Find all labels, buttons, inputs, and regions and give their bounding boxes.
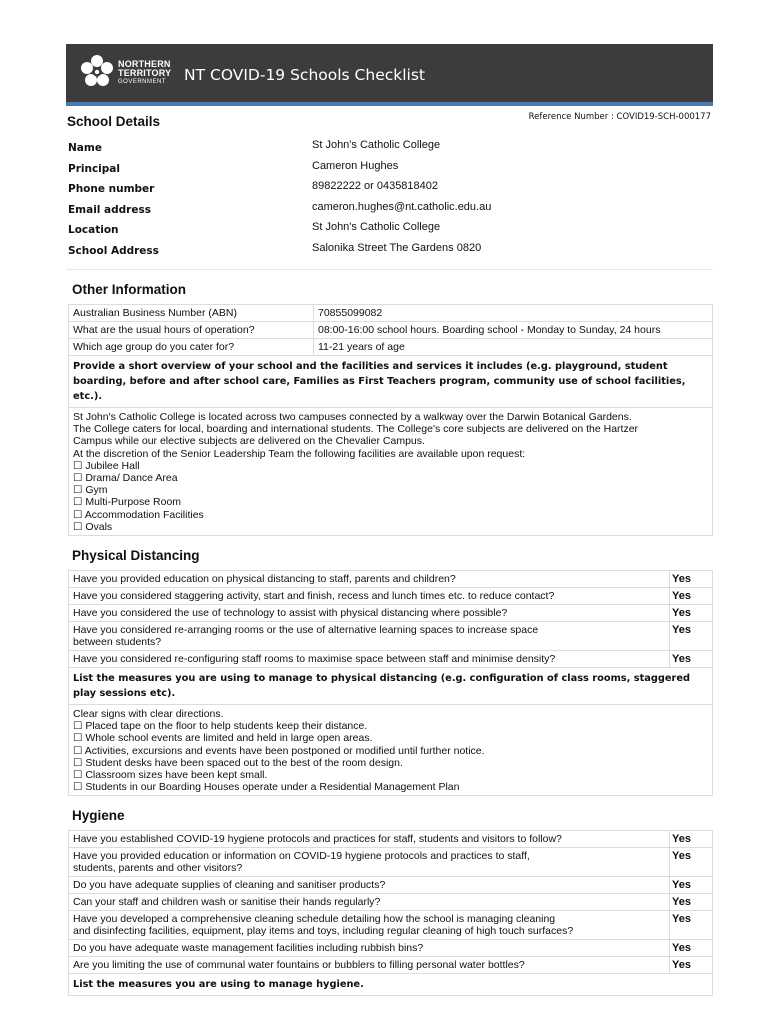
- overview-line: The College caters for local, boarding and international students. The College's core subjects are delivered on the Hartzer: [73, 423, 639, 436]
- answer-yes: Yes: [672, 590, 691, 603]
- distancing-measures-text: [69, 705, 712, 795]
- answer-yes: Yes: [672, 653, 691, 666]
- detail-row: [66, 241, 713, 262]
- question-text: Have you established COVID-19 hygiene protocols and practices for staff, students and visitors to follow?: [69, 831, 670, 847]
- question-text: Have you provided education on physical distancing to staff, parents and children?: [69, 571, 670, 587]
- overview-line: ☐ Accommodation Facilities: [73, 508, 204, 521]
- detail-value: Salonika Street The Gardens 0820: [312, 241, 482, 254]
- detail-row: [66, 220, 713, 241]
- checklist-page: [66, 44, 713, 996]
- school-details-fields: [66, 138, 713, 261]
- logo-line-3: GOVERNMENT: [118, 79, 167, 85]
- question-row: [69, 831, 712, 848]
- detail-value: cameron.hughes@nt.catholic.edu.au: [312, 200, 492, 213]
- detail-value: St John's Catholic College: [312, 139, 441, 151]
- question-row: [69, 911, 712, 940]
- question-text: Do you have adequate supplies of cleaning and sanitiser products?: [69, 877, 670, 893]
- info-row: [69, 339, 712, 355]
- detail-label: Email address: [68, 203, 151, 216]
- measure-line: ☐ Students in our Boarding Houses operate under a Residential Management Plan: [73, 781, 460, 794]
- answer-yes: Yes: [672, 833, 691, 846]
- question-row: [69, 571, 712, 588]
- detail-value: St John's Catholic College: [312, 221, 441, 233]
- detail-label: Phone number: [68, 183, 155, 195]
- info-row: [69, 305, 712, 322]
- answer-yes: Yes: [672, 573, 691, 586]
- flower-emblem-icon: [80, 54, 114, 90]
- overview-text: [69, 408, 712, 535]
- question-row: [69, 605, 712, 622]
- reference-number: Reference Number : COVID19-SCH-000177: [528, 112, 711, 122]
- info-answer: 08:00-16:00 school hours. Boarding school - Monday to Sunday, 24 hours: [318, 324, 661, 336]
- info-answer: 70855099082: [318, 307, 383, 319]
- overview-line: ☐ Jubilee Hall: [73, 459, 140, 472]
- question-row: [69, 848, 712, 877]
- detail-row: [66, 138, 713, 159]
- other-info-table: [68, 304, 713, 536]
- overview-prompt: Provide a short overview of your school and the facilities and services it includes (e.g. playground, student boarding, before and after school care, Families as First Teachers program, community use of school facilities, etc.).: [69, 355, 712, 408]
- detail-row: [66, 159, 713, 180]
- detail-value: Cameron Hughes: [312, 159, 399, 172]
- measure-line: ☐ Classroom sizes have been kept small.: [73, 769, 268, 782]
- detail-label: Principal: [68, 162, 120, 175]
- answer-yes: Yes: [672, 942, 691, 955]
- question-text: Are you limiting the use of communal water fountains or bubblers to filling personal water bottles?: [69, 957, 670, 973]
- question-text: Have you provided education or information on COVID-19 hygiene protocols and practices to staff, students, parents and other visitors?: [69, 848, 670, 876]
- overview-line: Campus while our elective subjects are delivered on the Chevalier Campus.: [73, 435, 425, 448]
- answer-yes: Yes: [672, 879, 691, 892]
- measure-line: ☐ Activities, excursions and events have been postponed or modified until further notice.: [73, 744, 485, 757]
- overview-line: ☐ Drama/ Dance Area: [73, 472, 178, 485]
- school-details-header: [66, 106, 713, 138]
- distancing-measures-prompt: List the measures you are using to manage to physical distancing (e.g. configuration of class rooms, staggered play sessions etc).: [69, 668, 712, 705]
- question-text: Can your staff and children wash or sanitise their hands regularly?: [69, 894, 670, 910]
- overview-line: At the discretion of the Senior Leadership Team the following facilities are available upon request:: [73, 447, 526, 460]
- hygiene-title: Hygiene: [72, 808, 125, 824]
- overview-line: ☐ Multi-Purpose Room: [73, 496, 182, 509]
- nt-government-logo: [80, 54, 190, 94]
- detail-row: [66, 179, 713, 200]
- question-row: [69, 877, 712, 894]
- detail-value: 89822222 or 0435818402: [312, 180, 439, 192]
- question-text: Have you considered staggering activity, start and finish, recess and lunch times etc. to reduce contact?: [69, 588, 670, 604]
- info-question: What are the usual hours of operation?: [69, 322, 314, 338]
- header-banner: [66, 44, 713, 106]
- question-row: [69, 588, 712, 605]
- question-row: [69, 957, 712, 974]
- question-row: [69, 622, 712, 651]
- detail-row: [66, 200, 713, 221]
- detail-label: Name: [68, 142, 102, 154]
- measure-line: ☐ Placed tape on the floor to help students keep their distance.: [73, 720, 368, 733]
- question-text: Have you considered the use of technology to assist with physical distancing where possible?: [69, 605, 670, 621]
- page-title: NT COVID-19 Schools Checklist: [184, 66, 425, 84]
- answer-yes: Yes: [672, 959, 691, 972]
- logo-line-2: TERRITORY: [118, 68, 172, 78]
- measure-line: Clear signs with clear directions.: [73, 708, 224, 721]
- answer-yes: Yes: [672, 896, 691, 909]
- physical-distancing-table: [68, 570, 713, 796]
- physical-distancing-title: Physical Distancing: [72, 548, 200, 564]
- question-text: Have you considered re-arranging rooms or the use of alternative learning spaces to increase space between students?: [69, 622, 670, 650]
- question-row: [69, 894, 712, 911]
- overview-line: St John's Catholic College is located across two campuses connected by a walkway over the Darwin Botanical Gardens.: [73, 411, 632, 423]
- logo-line-1: NORTHERN: [118, 59, 171, 69]
- answer-yes: Yes: [672, 913, 691, 926]
- other-info-title: Other Information: [72, 282, 186, 297]
- question-row: [69, 940, 712, 957]
- overview-line: ☐ Gym: [73, 484, 108, 497]
- question-text: Have you developed a comprehensive cleaning schedule detailing how the school is managing cleaning and disinfecting facilities, equipment, play items and toys, including regular cleaning of high touch surfaces?: [69, 911, 670, 939]
- answer-yes: Yes: [672, 624, 691, 637]
- info-question: Which age group do you cater for?: [69, 339, 314, 355]
- question-row: [69, 651, 712, 668]
- answer-yes: Yes: [672, 850, 691, 863]
- info-row: [69, 322, 712, 339]
- question-text: Do you have adequate waste management facilities including rubbish bins?: [69, 940, 670, 956]
- measure-line: ☐ Student desks have been spaced out to the best of the room design.: [73, 756, 403, 769]
- hygiene-table: [68, 830, 713, 996]
- detail-label: School Address: [68, 244, 159, 257]
- info-answer: 11-21 years of age: [318, 341, 405, 353]
- detail-label: Location: [68, 224, 119, 236]
- measure-line: ☐ Whole school events are limited and held in large open areas.: [73, 732, 373, 745]
- overview-line: ☐ Ovals: [73, 520, 113, 533]
- answer-yes: Yes: [672, 607, 691, 620]
- question-text: Have you considered re-configuring staff rooms to maximise space between staff and minimise density?: [69, 651, 670, 667]
- hygiene-measures-prompt: List the measures you are using to manage hygiene.: [73, 979, 364, 991]
- info-question: Australian Business Number (ABN): [69, 305, 314, 321]
- school-details-title: School Details: [67, 114, 161, 129]
